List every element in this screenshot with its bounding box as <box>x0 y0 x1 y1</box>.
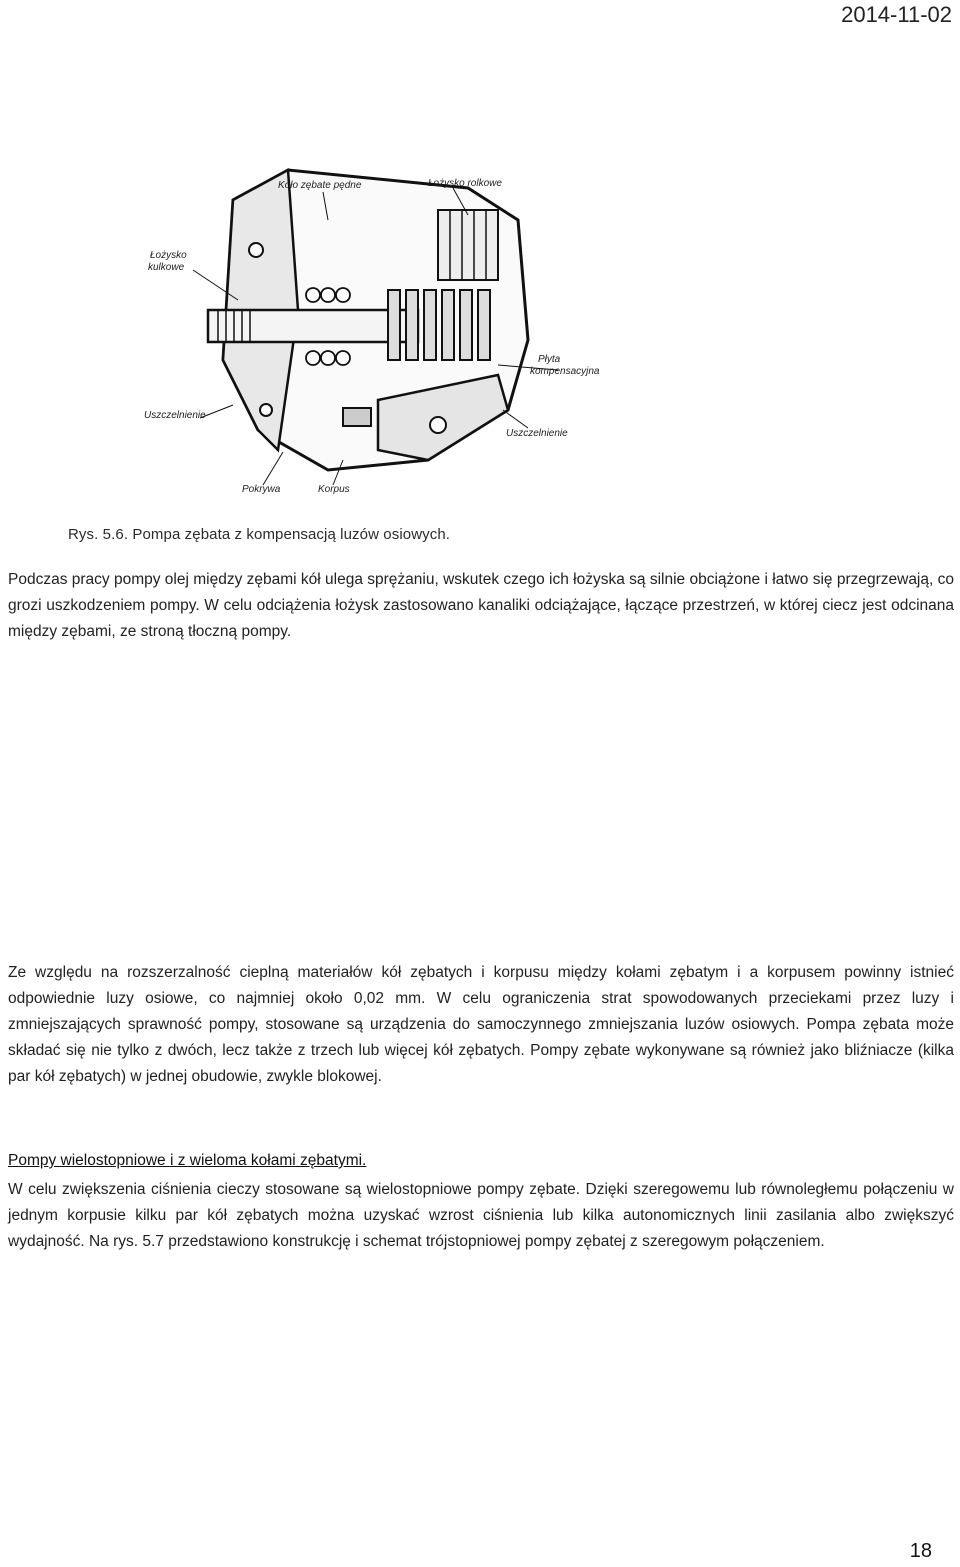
label-compensation-plate-2: kompensacyjna <box>530 366 600 377</box>
section-heading: Pompy wielostopniowe i z wieloma kołami zębatymi. <box>8 1152 367 1169</box>
label-gear-shaft: Koło zębate pędne <box>278 180 362 191</box>
label-seal-left: Uszczelnienie <box>144 410 206 421</box>
page-number: 18 <box>909 1540 932 1562</box>
gear-pump-drawing <box>138 160 608 500</box>
label-seal-right: Uszczelnienie <box>506 428 568 439</box>
figure-caption: Rys. 5.6. Pompa zębata z kompensacją luzów osiowych. <box>68 526 451 543</box>
label-compensation-plate-1: Płyta <box>538 354 561 365</box>
paragraph-axial-clearance: Ze względu na rozszerzalność cieplną materiałów kół zębatych i korpusu między kołami zębatym i a korpusem powinny istnieć odpowiednie luzy osiowe, co najmniej około 0,02 mm. W celu ograniczenia strat spowodowanych przeciekami przez luzy i zmniejszających sprawność pompy, stosowane są urządzenia do samoczynnego zmniejszania luzów osiowych. Pompa zębata może składać się nie tylko z dwóch, lecz także z trzech lub więcej kół zębatych. Pompy zębate wykonywane są również jako bliźniacze (kilka par kół zębatych) w jednej obudowie, zwykle blokowej. <box>8 964 954 1085</box>
gear-pump-figure <box>138 160 608 500</box>
label-body: Korpus <box>318 484 350 495</box>
header-date: 2014-11-02 <box>841 2 952 27</box>
paragraph-bearing-load: Podczas pracy pompy olej między zębami kół ulega sprężaniu, wskutek czego ich łożyska są silnie obciążone i łatwo się przegrzewają, co grozi uszkodzeniem pompy. W celu odciążenia łożysk zastosowano kanaliki odciążające, łączące przestrzeń, w której ciecz jest odcinana między zębami, ze stroną tłoczną pompy. <box>8 571 954 640</box>
paragraph-multistage-pumps: W celu zwiększenia ciśnienia cieczy stosowane są wielostopniowe pompy zębate. Dzięki szeregowemu lub równoległemu połączeniu w jednym korpusie kilku par kół zębatych można uzyskać wzrost ciśnienia lub kilka autonomicznych linii zasilania albo zwiększyć wydajność. Na rys. 5.7 przedstawiono konstrukcję i schemat trójstopniowej pompy zębatej z szeregowym połączeniem. <box>8 1181 954 1250</box>
label-roller-bearing: Łożysko rolkowe <box>428 178 502 189</box>
label-ball-bearing-1: Łożysko <box>150 250 187 261</box>
label-ball-bearing-2: kulkowe <box>148 262 185 273</box>
label-cover: Pokrywa <box>242 484 281 495</box>
